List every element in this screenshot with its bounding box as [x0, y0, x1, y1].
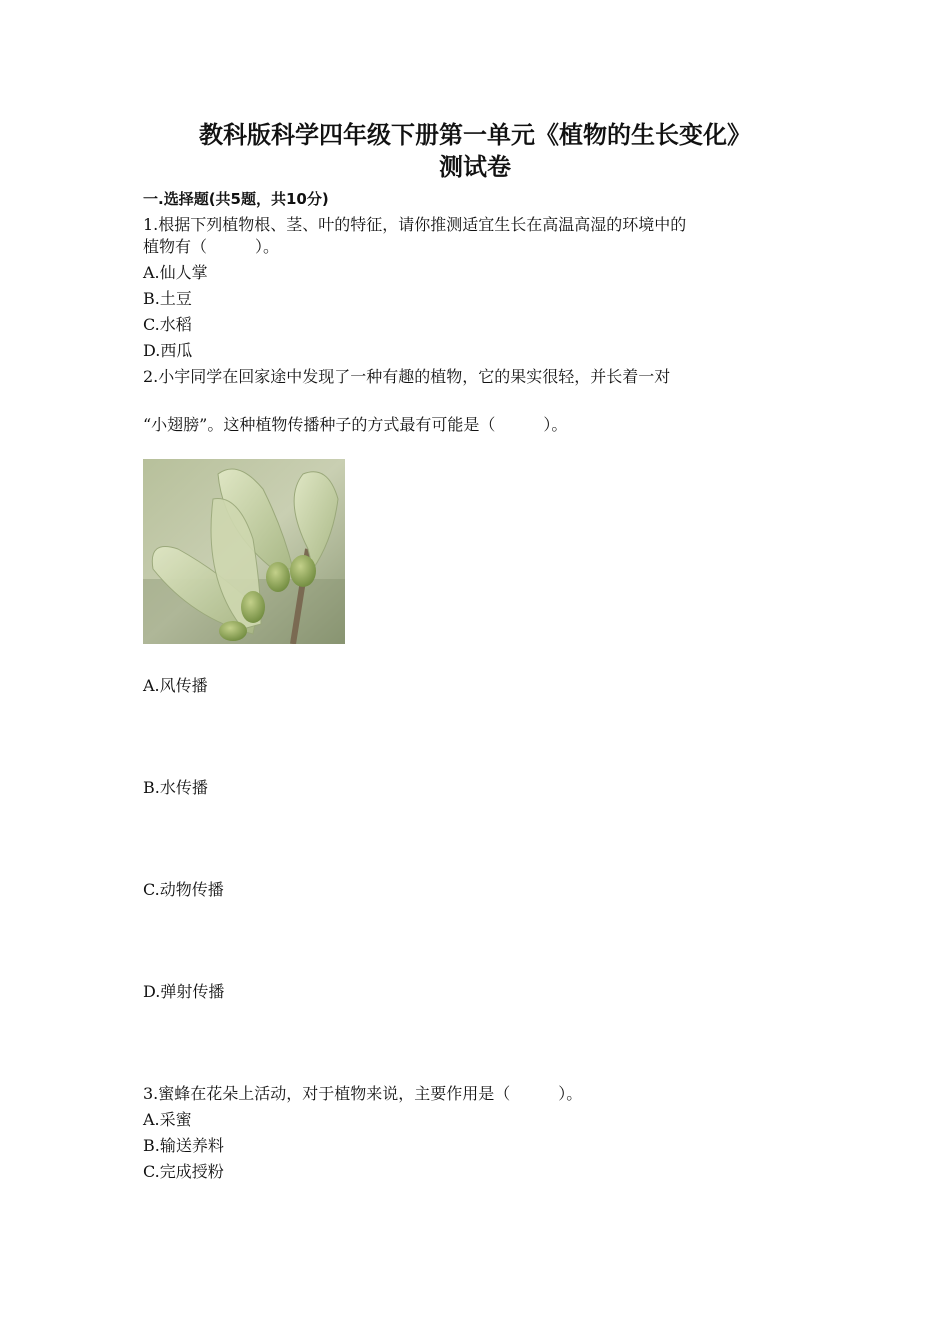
section-heading: 一.选择题(共5题，共10分) [143, 190, 329, 208]
document-title-line-1: 教科版科学四年级下册第一单元《植物的生长变化》 [199, 121, 751, 149]
question-3-option-c: C.完成授粉 [143, 1162, 224, 1181]
question-2-stem: 2.小宇同学在回家途中发现了一种有趣的植物，它的果实很轻，并长着一对 [143, 367, 671, 386]
question-2-stem-continued: “小翅膀”。这种植物传播种子的方式最有可能是（ ）。 [143, 415, 568, 434]
question-3-option-b: B.输送养料 [143, 1136, 224, 1155]
document-title-line-2: 测试卷 [439, 153, 511, 181]
question-3-option-a: A.采蜜 [143, 1110, 192, 1129]
question-1-option-b: B.土豆 [143, 289, 192, 308]
question-2-option-c: C.动物传播 [143, 880, 224, 899]
question-2-option-a: A.风传播 [143, 676, 208, 695]
question-2-option-b: B.水传播 [143, 778, 208, 797]
question-3-stem: 3.蜜蜂在花朵上活动，对于植物来说，主要作用是（ ）。 [143, 1084, 583, 1103]
winged-seed-photo [143, 459, 345, 644]
question-1-option-c: C.水稻 [143, 315, 192, 334]
question-1-stem-continued: 植物有（ ）。 [143, 237, 280, 256]
question-2-option-d: D.弹射传播 [143, 982, 225, 1001]
question-1-option-a: A.仙人掌 [143, 263, 208, 282]
question-1-option-d: D.西瓜 [143, 341, 193, 360]
question-1-stem: 1.根据下列植物根、茎、叶的特征，请你推测适宜生长在高温高湿的环境中的 [143, 215, 687, 234]
